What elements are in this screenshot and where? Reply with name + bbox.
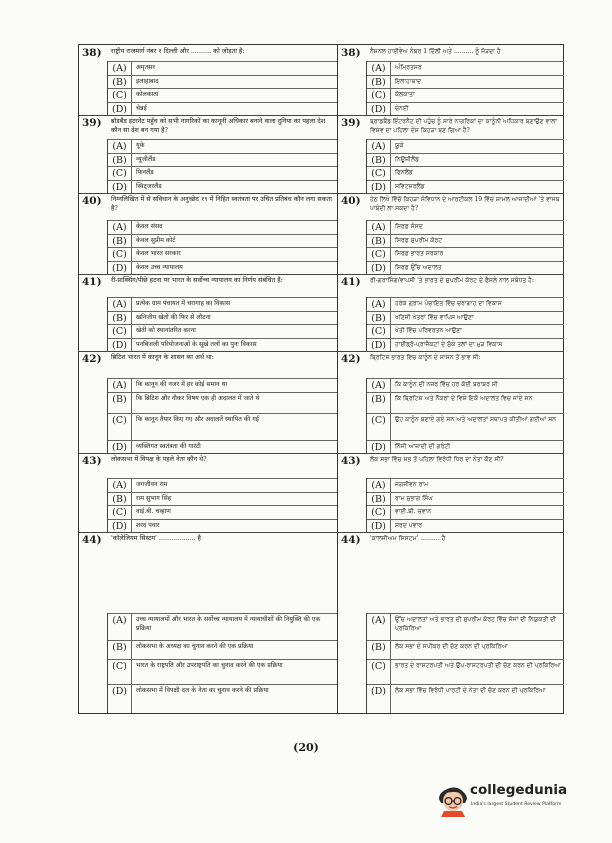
option-text: ਲੋਕ ਸਭਾ ਵਿੱਚ ਵਿਰੋਧੀ ਪਾਰਟੀ ਦੇ ਨੇਤਾ ਦੀ ਚੋਣ ਕਰਨ ਦੀ ਪ੍ਰਕਿਰਿਆ xyxy=(395,687,546,694)
question-block xyxy=(338,193,564,275)
option-letter: (A) xyxy=(108,62,132,75)
question-text: ਰੀ-ਗਰਾਸਿੰਗ/ਵਾਪਸੀ 'ਤੇ ਭਾਰਤ ਦੇ ਸੁਪਰੀਮ ਕੋਰਟ ਦੇ ਫੈਸਲੇ ਨਾਲ ਸਬੰਧਤ ਹੈ: xyxy=(370,277,534,284)
option-letter: (C) xyxy=(108,89,132,102)
option-row xyxy=(108,311,337,325)
option-row xyxy=(367,166,564,180)
option-letter: (D) xyxy=(108,339,132,352)
option-text: चेन्नई xyxy=(136,104,147,112)
option-row xyxy=(367,220,564,234)
question-text: री-प्राक्सिंग/पीछे हटना पर भारत के सर्वोच्च न्यायालय का निर्णय संबंधित है: xyxy=(111,276,283,284)
question-text: ਲੋਕ ਸਭਾ ਵਿੱਚ ਸਭ ਤੋਂ ਪਹਿਲਾ ਵਿਰੋਧੀ ਧਿਰ ਦਾ ਨੇਤਾ ਕੌਣ ਸੀ? xyxy=(370,456,504,463)
option-row xyxy=(367,338,564,352)
option-letter: (C) xyxy=(108,167,132,180)
option-letter: (C) xyxy=(367,414,391,440)
option-letter: (B) xyxy=(367,154,391,167)
option-row xyxy=(108,684,337,713)
option-letter: (B) xyxy=(367,76,391,89)
option-letter: (B) xyxy=(108,493,132,506)
option-letter: (B) xyxy=(108,76,132,89)
option-letter: (B) xyxy=(108,393,132,413)
option-text: खेती को स्थानांतरित करना xyxy=(136,327,196,334)
option-row xyxy=(367,613,564,640)
option-text: ਖੇਤੀ ਵਿੱਚ ਪਰਿਵਰਤਨ ਆਉਣਾ xyxy=(395,327,463,334)
option-text: ਸ਼ਰਦ ਪਵਾਰ xyxy=(395,521,423,529)
option-row xyxy=(108,88,337,102)
option-text: वाई.बी. चव्हाण xyxy=(136,508,171,515)
option-row xyxy=(108,247,337,261)
question-number: 41) xyxy=(82,276,102,288)
option-letter: (D) xyxy=(367,441,391,454)
options-list xyxy=(107,613,337,713)
options-list xyxy=(366,139,564,193)
option-row xyxy=(108,61,337,75)
option-letter: (B) xyxy=(367,235,391,248)
option-row xyxy=(108,613,337,640)
option-letter: (A) xyxy=(367,140,391,153)
option-text: ਯੂਕੇ xyxy=(395,142,404,149)
question-text: 'कॉलेजियम सिस्टम' .................. है xyxy=(111,534,201,542)
question-block xyxy=(338,351,564,454)
option-text: ਭਾਰਤ ਦੇ ਰਾਸ਼ਟਰਪਤੀ ਅਤੇ ਉਪ-ਰਾਸ਼ਟਰਪਤੀ ਦੀ ਚੋਣ ਕਰਨ ਦੀ ਪ੍ਰਕਿਰਿਆ xyxy=(395,662,561,669)
option-row xyxy=(367,61,564,75)
option-row xyxy=(108,640,337,659)
option-row xyxy=(108,297,337,311)
options-list xyxy=(366,220,564,274)
option-letter: (C) xyxy=(108,660,132,684)
option-text: केवल भारत सरकार xyxy=(136,250,181,257)
option-row xyxy=(108,139,337,153)
option-text: स्विट्जरलैंड xyxy=(136,182,162,190)
option-letter: (A) xyxy=(108,479,132,492)
option-letter: (B) xyxy=(367,493,391,506)
option-row xyxy=(367,440,564,454)
option-row xyxy=(108,324,337,338)
option-text: भारत के राष्ट्रपति और उपराष्ट्रपति का चुनाव करने की एक प्रक्रिया xyxy=(136,662,283,669)
collegedunia-logo xyxy=(436,777,586,821)
option-letter: (D) xyxy=(367,520,391,533)
question-block xyxy=(79,453,337,533)
option-letter: (A) xyxy=(108,221,132,234)
option-row xyxy=(367,684,564,713)
option-row xyxy=(108,75,337,89)
option-row xyxy=(108,478,337,492)
option-text: ਸਵਿਟਜ਼ਰਲੈਂਡ xyxy=(395,182,425,190)
option-row xyxy=(108,659,337,684)
option-row xyxy=(367,180,564,194)
option-row xyxy=(367,659,564,684)
question-number: 40) xyxy=(341,195,361,207)
option-letter: (C) xyxy=(108,414,132,440)
question-text: ਬ੍ਰਾਡਬੈਂਡ ਇੰਟਰਨੈਟ ਦੀ ਪਹੁੰਚ ਨੂੰ ਸਾਰੇ ਨਾਗਰਿਕਾਂ ਦਾ ਕਾਨੂੰਨੀ ਅਧਿਕਾਰ ਬਣਾਉਣ ਵਾਲਾ ਵਿਸ਼ਵ ਦਾ ਪਹਿਲਾ ਦੇਸ਼ ਕਿਹੜਾ ਬਣ ਗਿਆ ਹੈ? xyxy=(370,118,557,135)
option-text: ਕਿ ਕਾਨੂੰਨ ਦੀ ਨਜ਼ਰ ਵਿੱਚ ਹਰ ਕੋਈ ਬਰਾਬਰ ਸੀ xyxy=(395,381,498,388)
option-text: ਸਿਰਫ਼ ਸੁਪਰੀਮ ਕੋਰਟ xyxy=(395,236,443,244)
option-text: ਉਹ ਕਾਨੂੰਨ ਬਣਾਏ ਗਏ ਸਨ ਅਤੇ ਅਦਾਲਤਾਂ ਸਥਾਪਤ ਕੀਤੀਆਂ ਗਈਆਂ ਸਨ xyxy=(395,415,557,423)
page-number: (20) xyxy=(293,741,319,754)
option-row xyxy=(367,234,564,248)
option-letter: (C) xyxy=(367,248,391,261)
option-text: ਲੋਕ ਸਭਾ ਦੇ ਸਪੀਕਰ ਦੀ ਚੋਣ ਕਰਨ ਦੀ ਪ੍ਰਕਿਰਿਆ xyxy=(395,643,508,650)
option-text: ਇਲਾਹਾਬਾਦ xyxy=(395,77,422,85)
option-row xyxy=(108,153,337,167)
option-text: राम सुभाग सिंह xyxy=(136,494,172,502)
option-text: ਸਿਰਫ਼ ਭਾਰਤ ਸਰਕਾਰ xyxy=(395,250,444,257)
option-letter: (B) xyxy=(108,154,132,167)
question-block xyxy=(79,45,337,116)
options-list xyxy=(107,378,337,453)
option-letter: (B) xyxy=(367,312,391,325)
option-row xyxy=(367,378,564,392)
option-text: पनबिजली परियोजनाओं के सूखे तलों का पुनः विकास xyxy=(136,340,257,348)
option-letter: (B) xyxy=(108,235,132,248)
option-text: यूके xyxy=(136,142,145,149)
option-letter: (C) xyxy=(367,660,391,684)
option-letter: (C) xyxy=(108,248,132,261)
option-text: ਕੋਲਕਾਤਾ xyxy=(395,91,415,98)
option-text: ਨਿਊਜ਼ੀਲੈਂਡ xyxy=(395,155,420,163)
option-row xyxy=(108,413,337,440)
option-row xyxy=(108,378,337,392)
logo-tagline: India's largest Student Review Platform xyxy=(471,802,562,807)
option-row xyxy=(108,338,337,352)
option-row xyxy=(367,153,564,167)
option-letter: (C) xyxy=(367,325,391,338)
option-row xyxy=(108,505,337,519)
option-row xyxy=(367,640,564,659)
question-block xyxy=(79,351,337,454)
option-text: ਹਰੇਕ ਗ੍ਰਾਮ ਪੰਚਾਇਤ ਵਿੱਚ ਚਰਾਗਾਹ ਦਾ ਵਿਕਾਸ xyxy=(395,300,502,307)
option-text: ਜਗਜੀਵਨ ਰਾਮ xyxy=(395,481,429,488)
option-text: प्रत्येक ग्राम पंचायत में चरागाह का विकास xyxy=(136,300,231,307)
option-text: ਵਾਈ.ਬੀ. ਚਵਾਨ xyxy=(395,508,432,515)
option-row xyxy=(367,478,564,492)
option-text: ਅੰਮ੍ਰਿਤਸਰ xyxy=(395,64,422,71)
question-block xyxy=(338,45,564,116)
option-letter: (D) xyxy=(108,520,132,533)
option-letter: (D) xyxy=(108,181,132,194)
option-row xyxy=(367,297,564,311)
student-mascot-icon xyxy=(436,777,470,817)
options-list xyxy=(366,478,564,532)
option-text: ਰਾਮ ਸੁਭਾਗ ਸਿੰਘ xyxy=(395,494,433,502)
option-letter: (A) xyxy=(367,379,391,392)
option-letter: (D) xyxy=(367,262,391,275)
option-text: फिनलैंड xyxy=(136,169,154,176)
question-number: 38) xyxy=(341,47,361,59)
option-row xyxy=(108,220,337,234)
question-text: लोकसभा में विपक्ष के पहले नेता कौन थे? xyxy=(111,455,207,463)
option-letter: (D) xyxy=(367,339,391,352)
option-letter: (C) xyxy=(367,167,391,180)
option-row xyxy=(108,180,337,194)
option-row xyxy=(367,88,564,102)
question-text: ਹੇਠ ਲਿਖੇ ਵਿੱਚੋਂ ਕਿਹੜਾ ਸੰਵਿਧਾਨ ਦੇ ਆਰਟੀਕਲ 19 ਵਿੱਚ ਸ਼ਾਮਲ ਆਜ਼ਾਦੀਆਂ 'ਤੇ ਵਾਜਬ ਪਾਬੰਦੀ ਲਾ ਸਕਦਾ ਹੈ? xyxy=(370,196,560,213)
option-text: कि कानून तैयार किए गए और अदालतें स्थापित की गई xyxy=(136,415,259,423)
option-letter: (D) xyxy=(367,103,391,116)
option-text: लोकसभा में विपक्षी दल के नेता का चुनाव करने की प्रक्रिया xyxy=(136,687,269,694)
question-text: ब्रिटिश भारत में कानून के शासन का अर्थ था: xyxy=(111,353,214,361)
question-number: 39) xyxy=(341,117,361,129)
option-row xyxy=(108,261,337,275)
option-row xyxy=(367,311,564,325)
option-text: ਸਿਰਫ਼ ਸੰਸਦ xyxy=(395,223,423,230)
option-text: इलाहाबाद xyxy=(136,77,159,85)
option-row xyxy=(367,519,564,533)
question-block xyxy=(338,274,564,352)
hindi-column xyxy=(79,45,337,713)
question-number: 42) xyxy=(82,353,102,365)
question-block xyxy=(79,274,337,352)
question-block xyxy=(79,532,337,713)
question-number: 38) xyxy=(82,47,102,59)
option-letter: (C) xyxy=(367,89,391,102)
option-letter: (A) xyxy=(108,614,132,640)
option-letter: (C) xyxy=(108,506,132,519)
option-letter: (A) xyxy=(108,379,132,392)
question-text: ਬ੍ਰਿਟਿਸ਼ ਭਾਰਤ ਵਿਚ ਕਾਨੂੰਨ ਦੇ ਸ਼ਾਸਨ ਤੋਂ ਭਾਵ ਸੀ: xyxy=(370,354,481,361)
option-row xyxy=(367,139,564,153)
option-text: जगजीवन राम xyxy=(136,481,168,488)
option-row xyxy=(367,261,564,275)
options-list xyxy=(107,478,337,532)
option-text: कि ब्रिटिश और नौकर विषय एक ही अदालत में जाते थे xyxy=(136,394,260,402)
option-text: ਫਿਨਲੈਂਡ xyxy=(395,169,413,176)
option-letter: (C) xyxy=(367,506,391,519)
option-letter: (B) xyxy=(367,641,391,659)
option-letter: (D) xyxy=(108,103,132,116)
option-row xyxy=(367,247,564,261)
option-text: कि कानून की नजर में हर कोई समान था xyxy=(136,381,228,388)
option-row xyxy=(367,392,564,413)
question-block xyxy=(338,453,564,533)
question-number: 44) xyxy=(341,534,361,546)
option-row xyxy=(108,102,337,116)
question-number: 42) xyxy=(341,353,361,365)
punjabi-column xyxy=(337,45,564,713)
question-text: ब्रॉडबैंड इंटरनेट पहुँच को सभी नागरिकों का कानूनी अधिकार बनाने वाला दुनिया का पहला देश कौन सा देश बन गया है? xyxy=(111,117,326,135)
option-letter: (A) xyxy=(367,298,391,311)
option-text: लोकसभा के अध्यक्ष का चुनाव करने की एक प्रक्रिया xyxy=(136,643,254,650)
options-list xyxy=(366,378,564,453)
option-text: ਉੱਚ ਅਦਾਲਤਾਂ ਅਤੇ ਭਾਰਤ ਦੀ ਸੁਪਰੀਮ ਕੋਰਟ ਵਿੱਚ ਜੱਜਾਂ ਦੀ ਨਿਯੁਕਤੀ ਦੀ ਪ੍ਰਕਿਰਿਆ xyxy=(395,616,557,632)
option-row xyxy=(367,492,564,506)
option-row xyxy=(367,75,564,89)
option-text: उच्च न्यायालयों और भारत के सर्वोच्च न्यायालय में न्यायाधीशों की नियुक्ति की एक प्रक्रिया xyxy=(136,616,321,632)
question-number: 44) xyxy=(82,534,102,546)
question-block xyxy=(79,193,337,275)
option-row xyxy=(367,324,564,338)
option-text: ਚੇਨਈ xyxy=(395,104,409,112)
question-text: ਨੈਸ਼ਨਲ ਹਾਈਵੇਅ ਨੰਬਰ 1 ਦਿੱਲੀ ਅਤੇ .......... ਨੂੰ ਜੋੜਦਾ ਹੈ xyxy=(370,48,501,55)
option-letter: (B) xyxy=(108,312,132,325)
question-number: 39) xyxy=(82,117,102,129)
option-letter: (A) xyxy=(367,221,391,234)
option-text: केवल उच्च न्यायालय xyxy=(136,263,183,271)
question-number: 43) xyxy=(341,455,361,467)
option-letter: (C) xyxy=(108,325,132,338)
question-block xyxy=(79,115,337,194)
question-number: 43) xyxy=(82,455,102,467)
option-text: केवल सुप्रीम कोर्ट xyxy=(136,236,176,244)
question-block xyxy=(338,115,564,194)
option-text: केवल संसद xyxy=(136,223,163,230)
option-row xyxy=(367,413,564,440)
option-letter: (D) xyxy=(367,181,391,194)
option-text: ਸਿਰਫ਼ ਉੱਚ ਅਦਾਲਤ xyxy=(395,263,442,271)
logo-wordmark: collegedunia xyxy=(470,782,568,798)
options-list xyxy=(107,139,337,193)
question-text: 'ਕਾਲਜੀਅਮ ਸਿਸਟਮ' .......... ਹੈ xyxy=(370,535,446,542)
question-number: 41) xyxy=(341,276,361,288)
option-text: ਕਿ ਬ੍ਰਿਟਿਸ਼ ਅਤੇ ਨੌਕਰਾਂ ਦੇ ਵਿਸ਼ੇ ਇਕੋ ਅਦਾਲਤ ਵਿਚ ਜਾਂਦੇ ਸਨ xyxy=(395,394,533,402)
option-text: न्यूजीलैंड xyxy=(136,155,156,163)
option-letter: (B) xyxy=(367,393,391,413)
question-grid xyxy=(78,44,564,714)
option-text: अमृतसर xyxy=(136,64,155,71)
option-letter: (D) xyxy=(367,685,391,713)
option-text: कोलकाता xyxy=(136,91,159,98)
option-letter: (A) xyxy=(108,140,132,153)
option-text: खनिजीय खेतों की फिर से लौटना xyxy=(136,313,211,321)
option-row xyxy=(108,492,337,506)
option-text: व्यक्तिगत स्वतंत्रता की गारंटी xyxy=(136,442,201,450)
option-text: ਨਿੱਜੀ ਆਜ਼ਾਦੀ ਦੀ ਗਰੰਟੀ xyxy=(395,442,451,450)
option-text: शरद पवार xyxy=(136,521,160,529)
option-row xyxy=(367,102,564,116)
options-list xyxy=(107,220,337,274)
option-letter: (B) xyxy=(108,641,132,659)
option-row xyxy=(108,519,337,533)
option-row xyxy=(108,166,337,180)
question-text: राष्ट्रीय राजमार्ग नंबर १ दिल्ली और .......... को जोड़ता है: xyxy=(111,47,245,55)
option-letter: (A) xyxy=(367,614,391,640)
option-row xyxy=(108,234,337,248)
options-list xyxy=(366,61,564,115)
option-letter: (D) xyxy=(108,685,132,713)
option-letter: (D) xyxy=(108,262,132,275)
option-row xyxy=(108,440,337,454)
option-letter: (A) xyxy=(367,62,391,75)
option-letter: (A) xyxy=(367,479,391,492)
option-letter: (D) xyxy=(108,441,132,454)
option-text: ਹਾਈਡ੍ਰੋ-ਪ੍ਰਾਜੈਕਟਾਂ ਦੇ ਸੁੱਕੇ ਤਲਾਂ ਦਾ ਮੁੜ ਵਿਕਾਸ xyxy=(395,340,503,348)
question-number: 40) xyxy=(82,195,102,207)
option-row xyxy=(367,505,564,519)
question-block xyxy=(338,532,564,713)
options-list xyxy=(366,613,564,713)
option-letter: (A) xyxy=(108,298,132,311)
options-list xyxy=(366,297,564,351)
option-text: ਖਣਿਜੀ ਖੇਤਰਾਂ ਵਿੱਚ ਵਾਪਿਸ ਆਉਣਾ xyxy=(395,313,474,321)
options-list xyxy=(107,297,337,351)
option-row xyxy=(108,392,337,413)
options-list xyxy=(107,61,337,115)
question-text: निम्नलिखित में से संविधान के अनुच्छेद १९ में निहित स्वतंत्रता पर उचित प्रतिबंध कौन लगा सकता है? xyxy=(111,195,332,213)
